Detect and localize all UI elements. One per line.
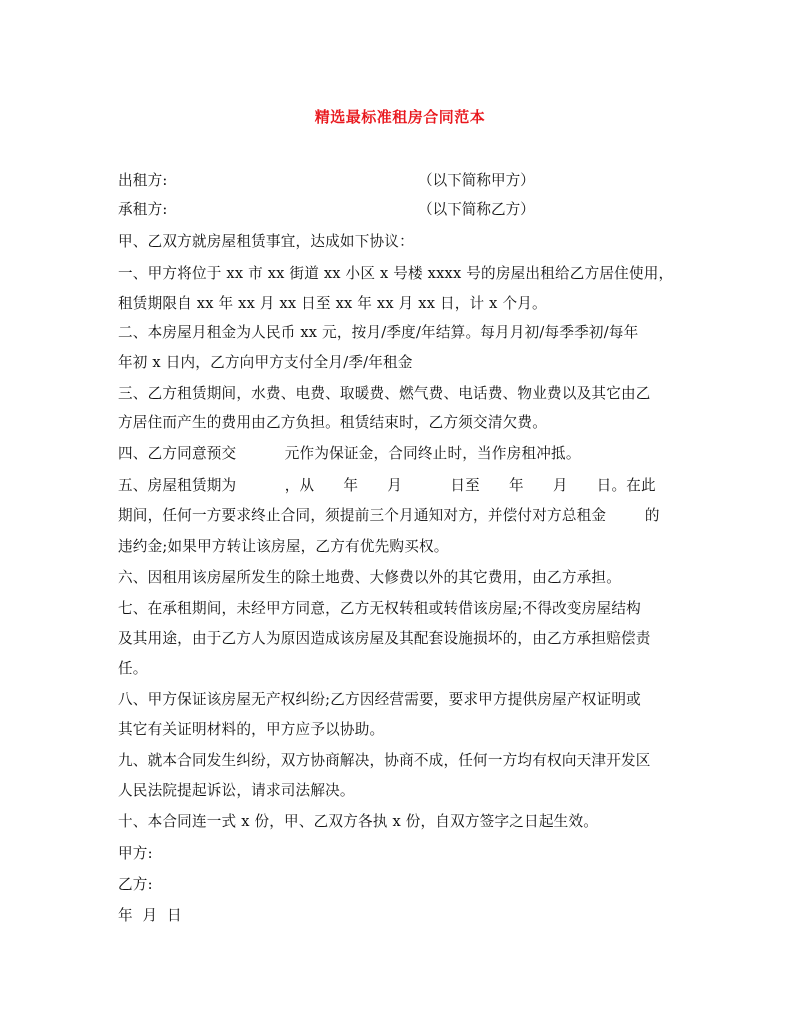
- contract-line: 方居住而产生的费用由乙方负担。租赁结束时，乙方须交清欠费。: [118, 414, 548, 431]
- contract-line: 四、乙方同意预交 元作为保证金，合同终止时，当作房租冲抵。: [118, 445, 581, 462]
- contract-line: 二、本房屋月租金为人民币 xx 元，按月/季度/年结算。每月月初/每季季初/每年: [118, 324, 639, 341]
- contract-line: 年初 x 日内，乙方向甲方支付全月/季/年租金: [118, 354, 413, 371]
- contract-line: 九、就本合同发生纠纷，双方协商解决，协商不成，任何一方均有权向天津开发区: [118, 752, 651, 769]
- party-a-signature: 甲方:: [118, 845, 153, 862]
- contract-line: 七、在承租期间，未经甲方同意，乙方无权转租或转借该房屋;不得改变房屋结构: [118, 600, 641, 617]
- contract-line: 八、甲方保证该房屋无产权纠纷;乙方因经营需要，要求甲方提供房屋产权证明或: [118, 691, 641, 708]
- lessee-label: 承租方:: [118, 201, 168, 218]
- signature-date: 年 月 日: [118, 907, 182, 924]
- contract-line: 六、因租用该房屋所发生的除土地费、大修费以外的其它费用，由乙方承担。: [118, 569, 621, 586]
- contract-line-intro: 甲、乙双方就房屋租赁事宜，达成如下协议：: [118, 233, 414, 250]
- contract-line: 三、乙方租赁期间，水费、电费、取暖费、燃气费、电话费、物业费以及其它由乙: [118, 385, 651, 402]
- contract-line: 其它有关证明材料的，甲方应予以协助。: [118, 721, 385, 738]
- lessor-label: 出租方:: [118, 172, 168, 189]
- party-b-signature: 乙方:: [118, 876, 153, 893]
- document-title: 精选最标准租房合同范本: [314, 108, 486, 126]
- contract-line: 一、甲方将位于 xx 市 xx 街道 xx 小区 x 号楼 xxxx 号的房屋出租给乙方居住使用，: [118, 265, 674, 282]
- lessee-note: （以下简称乙方）: [418, 201, 535, 218]
- contract-line: 十、本合同连一式 x 份，甲、乙双方各执 x 份，自双方签字之日起生效。: [118, 813, 599, 830]
- contract-line: 任。: [118, 660, 148, 677]
- contract-line: 租赁期限自 xx 年 xx 月 xx 日至 xx 年 xx 月 xx 日，计 x 个月。: [118, 295, 547, 312]
- contract-line: 及其用途，由于乙方人为原因造成该房屋及其配套设施损坏的，由乙方承担赔偿责: [118, 630, 651, 647]
- contract-line: 人民法院提起诉讼，请求司法解决。: [118, 782, 355, 799]
- contract-line: 期间，任何一方要求终止合同，须提前三个月通知对方，并偿付对方总租金 的: [118, 507, 660, 524]
- lessor-note: （以下简称甲方）: [418, 172, 535, 189]
- contract-line: 五、房屋租赁期为 ，从 年 月 日至 年 月 日。在此: [118, 477, 656, 494]
- contract-line: 违约金;如果甲方转让该房屋，乙方有优先购买权。: [118, 538, 449, 555]
